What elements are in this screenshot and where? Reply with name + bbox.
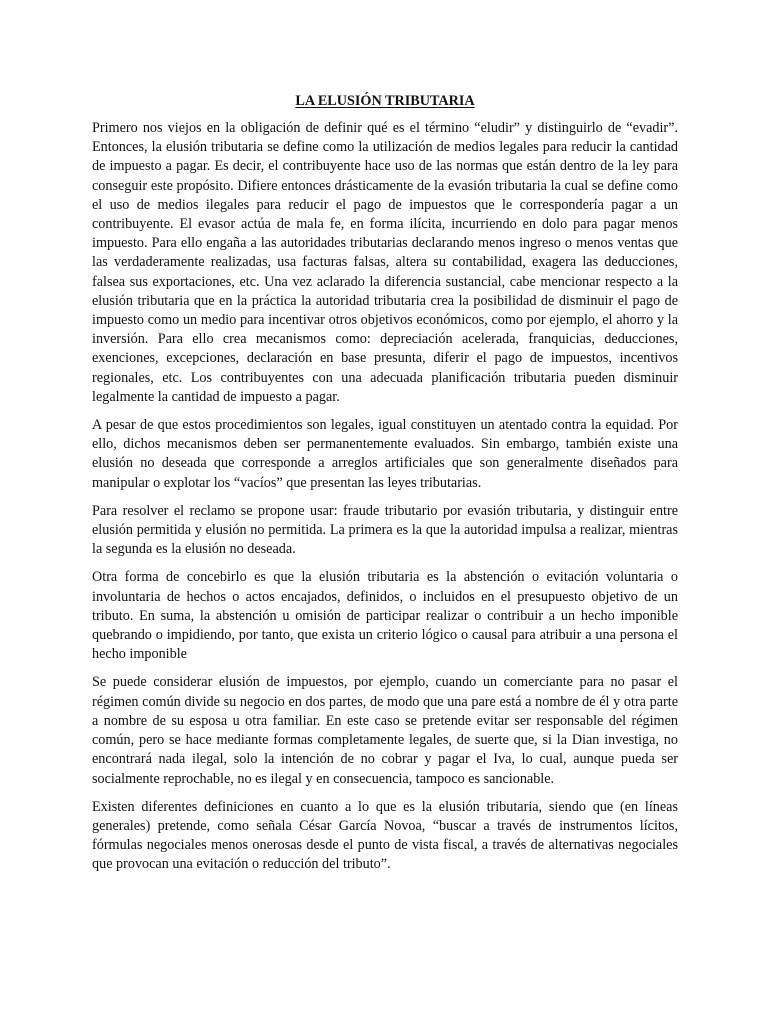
document-title: LA ELUSIÓN TRIBUTARIA (295, 93, 475, 109)
document-body (92, 92, 678, 884)
paragraph-1: Primero nos viejos en la obligación de definir qué es el término “eludir” y distinguirlo de “evadir”. Entonces, la elusión tributaria se define como la utilización de medios legales para reducir la cantidad de impuesto a pagar. Es decir, el contribuyente hace uso de las normas que están dentro de la ley para conseguir este propósito. Difiere entonces drásticamente de la evasión tributaria la cual se define como el uso de medios ilegales para reducir el pago de impuestos que le correspondería pagar a un contribuyente. El evasor actúa de mala fe, en forma ilícita, incurriendo en dolo para pagar menos impuesto. Para ello engaña a las autoridades tributarias declarando menos ingreso o menos ventas que las verdaderamente realizadas, usa facturas falsas, altera su contabilidad, exagera las deducciones, falsea sus exportaciones, etc. Una vez aclarado la diferencia sustancial, cabe mencionar respecto a la elusión tributaria que en la práctica la autoridad tributaria crea la posibilidad de disminuir el pago de impuesto como un medio para incentivar otros objetivos económicos, como por ejemplo, el ahorro y la inversión. Para ello crea mecanismos como: depreciación acelerada, franquicias, deducciones, exenciones, excepciones, declaración en base presunta, diferir el pago de impuestos, incentivos regionales, etc. Los contribuyentes con una adecuada planificación tributaria pueden disminuir legalmente la cantidad de impuesto a pagar. (92, 120, 678, 405)
paragraph-6: Existen diferentes definiciones en cuanto a lo que es la elusión tributaria, siendo que (en líneas generales) pretende, como señala César García Novoa, “buscar a través de instrumentos lícitos, fórmulas negociales menos onerosas desde el punto de vista fiscal, a través de alternativas negociales que provocan una evitación o reducción del tributo”. (92, 798, 678, 873)
paragraph-3: Para resolver el reclamo se propone usar: fraude tributario por evasión tributaria, y distinguir entre elusión permitida y elusión no permitida. La primera es la que la autoridad impulsa a realizar, mientras la segunda es la elusión no deseada. (92, 502, 678, 558)
paragraph-2: A pesar de que estos procedimientos son legales, igual constituyen un atentado contra la equidad. Por ello, dichos mecanismos deben ser permanentemente evaluados. Sin embargo, también existe una elusión no deseada que corresponde a arreglos artificiales que son generalmente diseñados para manipular o explotar los “vacíos” que presentan las leyes tributarias. (92, 417, 678, 491)
paragraph-5: Se puede considerar elusión de impuestos, por ejemplo, cuando un comerciante para no pasar el régimen común divide su negocio en dos partes, de modo que una pare está a nombre de él y otra parte a nombre de su esposa u otra familiar. En este caso se pretende evitar ser responsable del régimen común, pero se hace mediante formas completamente legales, de suerte que, si la Dian investiga, no encontrará nada ilegal, solo la intención de no cobrar y pagar el Iva, lo cual, aunque pueda ser socialmente reprochable, no es ilegal y en consecuencia, tampoco es sancionable. (92, 674, 678, 787)
paragraph-4: Otra forma de concebirlo es que la elusión tributaria es la abstención o evitación voluntaria o involuntaria de hechos o actos encajados, definidos, o incluidos en el presupuesto objetivo de un tributo. En suma, la abstención u omisión de participar realizar o contribuir a un hecho imponible quebrando o impidiendo, por tanto, que exista un criterio lógico o causal para atribuir a una persona el hecho imponible (92, 569, 678, 663)
